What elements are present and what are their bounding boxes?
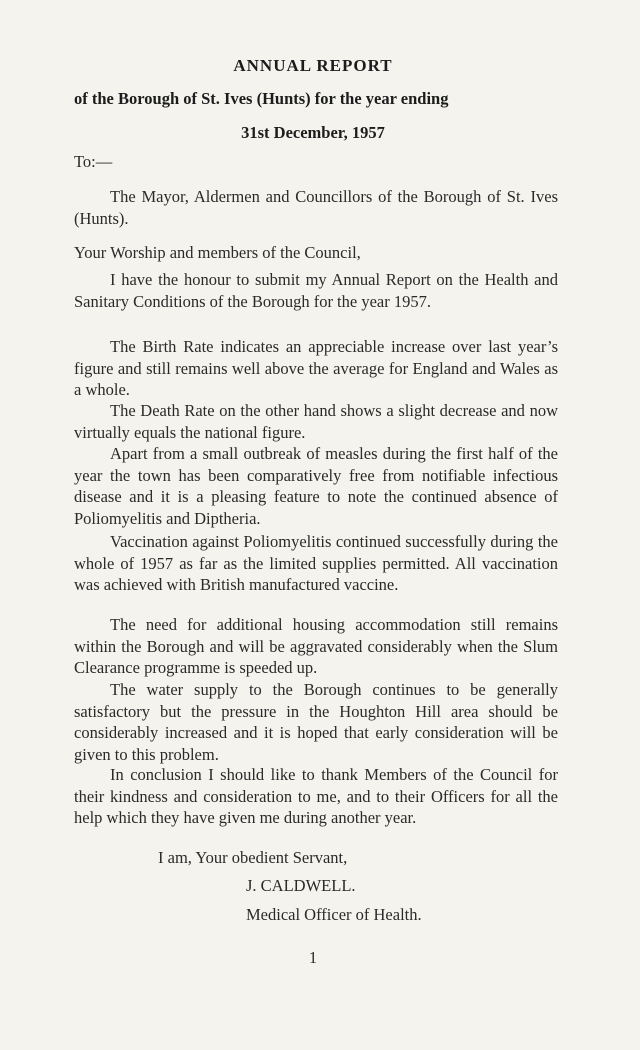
body-paragraph: The water supply to the Borough continues to be generally satisfactory but the pressure in the Houghton Hill area should be considerably increased and it is hoped that early consideration will be given to this problem.: [74, 680, 558, 764]
body-paragraph: Apart from a small outbreak of measles during the first half of the year the town has been comparatively free from notifiable infectious disease and it is a pleasing feature to note the continued absence of Poliomyelitis and Diptheria.: [74, 444, 558, 528]
body-paragraph: The Birth Rate indicates an appreciable increase over last year’s figure and still remains well above the average for England and Wales as a whole.: [74, 337, 558, 399]
signature-name: J. CALDWELL.: [246, 876, 356, 895]
salutation-to: To:—: [74, 152, 113, 171]
body-paragraph: In conclusion I should like to thank Members of the Council for their kindness and consideration to me, and to their Officers for all the help which they have given me during another year.: [74, 765, 558, 827]
report-subtitle: of the Borough of St. Ives (Hunts) for the year ending: [74, 89, 449, 108]
addressees-paragraph: The Mayor, Aldermen and Councillors of the Borough of St. Ives (Hunts).: [74, 187, 558, 228]
signature-title: Medical Officer of Health.: [246, 905, 422, 924]
report-date: 31st December, 1957: [241, 123, 385, 142]
body-paragraph: The need for additional housing accommodation still remains within the Borough and will be aggravated considerably when the Slum Clearance programme is speeded up.: [74, 615, 558, 677]
body-paragraph: Vaccination against Poliomyelitis continued successfully during the whole of 1957 as far as the limited supplies permitted. All vaccination was achieved with British manufactured vaccine.: [74, 532, 558, 594]
report-title: ANNUAL REPORT: [233, 56, 393, 75]
greeting-line: Your Worship and members of the Council,: [74, 243, 361, 262]
body-paragraph: The Death Rate on the other hand shows a slight decrease and now virtually equals the national figure.: [74, 401, 558, 442]
page-number: 1: [308, 948, 318, 967]
closing-line: I am, Your obedient Servant,: [158, 848, 348, 867]
body-paragraph: I have the honour to submit my Annual Report on the Health and Sanitary Conditions of the Borough for the year 1957.: [74, 270, 558, 311]
